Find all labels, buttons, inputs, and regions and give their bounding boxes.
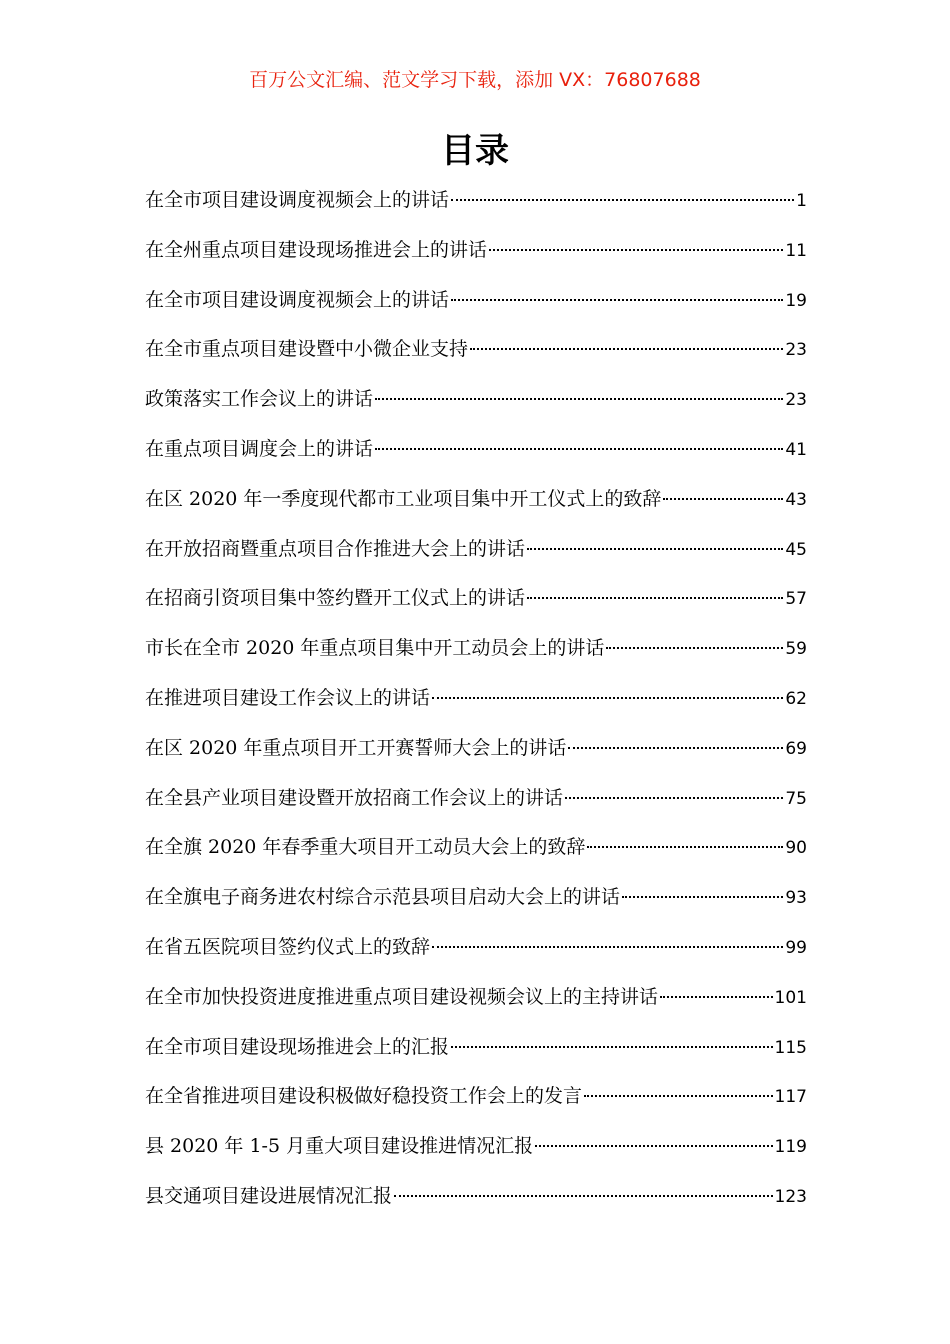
toc-dot-leader [432, 946, 783, 948]
toc-dot-leader [451, 299, 783, 301]
toc-dot-leader [660, 996, 773, 998]
toc-entry[interactable] [145, 929, 807, 979]
toc-dot-leader [375, 398, 783, 400]
toc-entry[interactable] [145, 630, 807, 680]
toc-entry[interactable] [145, 979, 807, 1029]
toc-entry-page: 101 [774, 987, 807, 1008]
toc-entry[interactable] [145, 1078, 807, 1128]
toc-dot-leader [489, 249, 783, 251]
toc-entry-title: 在推进项目建设工作会议上的讲话 [145, 686, 431, 709]
toc-dot-leader [451, 199, 794, 201]
toc-entry-title: 在全旗 2020 年春季重大项目开工动员大会上的致辞 [145, 836, 586, 859]
toc-entry-title: 在全县产业项目建设暨开放招商工作会议上的讲话 [145, 786, 564, 809]
toc-dot-leader [606, 647, 783, 649]
toc-entry-title: 县 2020 年 1-5 月重大项目建设推进情况汇报 [145, 1135, 534, 1158]
toc-entry[interactable] [145, 282, 807, 332]
toc-entry-page: 75 [785, 788, 807, 809]
toc-entry-title: 政策落实工作会议上的讲话 [145, 388, 374, 411]
toc-entry-page: 1 [796, 191, 807, 211]
toc-dot-leader [568, 747, 783, 749]
toc-entry-page: 11 [785, 240, 807, 261]
toc-entry-title: 在全旗电子商务进农村综合示范县项目启动大会上的讲话 [145, 886, 621, 909]
toc-dot-leader [663, 498, 783, 500]
toc-entry-title: 在全市项目建设调度视频会上的讲话 [145, 288, 450, 311]
toc-entry-title: 在区 2020 年重点项目开工开赛誓师大会上的讲话 [145, 736, 567, 759]
toc-dot-leader [622, 896, 783, 898]
toc-entry[interactable] [145, 680, 807, 730]
toc-entry[interactable] [145, 1029, 807, 1079]
toc-dot-leader [527, 597, 783, 599]
toc-entry-title: 在全市加快投资进度推进重点项目建设视频会议上的主持讲话 [145, 985, 659, 1008]
toc-entry-title: 在全市项目建设现场推进会上的汇报 [145, 1035, 450, 1058]
toc-dot-leader [535, 1145, 772, 1147]
promo-header: 百万公文汇编、范文学习下载，添加 VX：76807688 [249, 69, 701, 91]
toc-entry[interactable] [145, 481, 807, 531]
toc-entry-page: 62 [785, 688, 807, 709]
toc-entry-page: 43 [785, 489, 807, 510]
toc-entry-page: 45 [785, 539, 807, 560]
toc-entry[interactable] [145, 580, 807, 630]
toc-entry[interactable] [145, 232, 807, 282]
toc-entry-page: 23 [785, 340, 807, 361]
toc-entry-title: 在开放招商暨重点项目合作推进大会上的讲话 [145, 537, 526, 560]
table-of-contents [145, 182, 807, 1228]
toc-entry-title: 在招商引资项目集中签约暨开工仪式上的讲话 [145, 587, 526, 610]
toc-entry-page: 117 [774, 1087, 807, 1108]
toc-entry[interactable] [145, 829, 807, 879]
toc-entry-title: 县交通项目建设进展情况汇报 [145, 1184, 393, 1207]
toc-entry-title: 市长在全市 2020 年重点项目集中开工动员会上的讲话 [145, 637, 605, 660]
toc-entry-title: 在全市重点项目建设暨中小微企业支持 [145, 338, 469, 361]
toc-entry-page: 23 [785, 390, 807, 411]
page-title: 目录 [441, 131, 509, 171]
toc-entry-title: 在省五医院项目签约仪式上的致辞 [145, 935, 431, 958]
toc-entry-page: 99 [785, 937, 807, 958]
toc-entry-title: 在区 2020 年一季度现代都市工业项目集中开工仪式上的致辞 [145, 487, 662, 510]
toc-entry[interactable] [145, 381, 807, 431]
toc-entry[interactable] [145, 780, 807, 830]
toc-entry-page: 90 [785, 838, 807, 859]
toc-dot-leader [587, 846, 783, 848]
toc-entry-page: 57 [785, 589, 807, 610]
toc-entry[interactable] [145, 531, 807, 581]
toc-entry[interactable] [145, 182, 807, 232]
toc-entry-page: 123 [774, 1186, 807, 1207]
toc-entry[interactable] [145, 879, 807, 929]
toc-dot-leader [584, 1095, 773, 1097]
toc-entry[interactable] [145, 730, 807, 780]
toc-entry[interactable] [145, 1178, 807, 1228]
toc-entry-page: 93 [785, 888, 807, 909]
toc-entry-page: 41 [785, 439, 807, 460]
toc-entry-page: 19 [785, 290, 807, 311]
toc-dot-leader [375, 448, 783, 450]
toc-entry[interactable] [145, 1128, 807, 1178]
toc-entry[interactable] [145, 331, 807, 381]
toc-entry[interactable] [145, 431, 807, 481]
toc-entry-title: 在全市项目建设调度视频会上的讲话 [145, 189, 450, 211]
toc-dot-leader [432, 697, 783, 699]
toc-entry-title: 在全州重点项目建设现场推进会上的讲话 [145, 238, 488, 261]
toc-entry-title: 在全省推进项目建设积极做好稳投资工作会上的发言 [145, 1085, 583, 1108]
toc-entry-page: 59 [785, 639, 807, 660]
toc-dot-leader [527, 548, 783, 550]
toc-dot-leader [470, 348, 783, 350]
toc-dot-leader [451, 1046, 773, 1048]
toc-entry-page: 69 [785, 738, 807, 759]
toc-entry-title: 在重点项目调度会上的讲话 [145, 437, 374, 460]
toc-dot-leader [565, 797, 783, 799]
toc-entry-page: 115 [774, 1037, 807, 1058]
toc-entry-page: 119 [774, 1137, 807, 1158]
toc-dot-leader [394, 1195, 773, 1197]
